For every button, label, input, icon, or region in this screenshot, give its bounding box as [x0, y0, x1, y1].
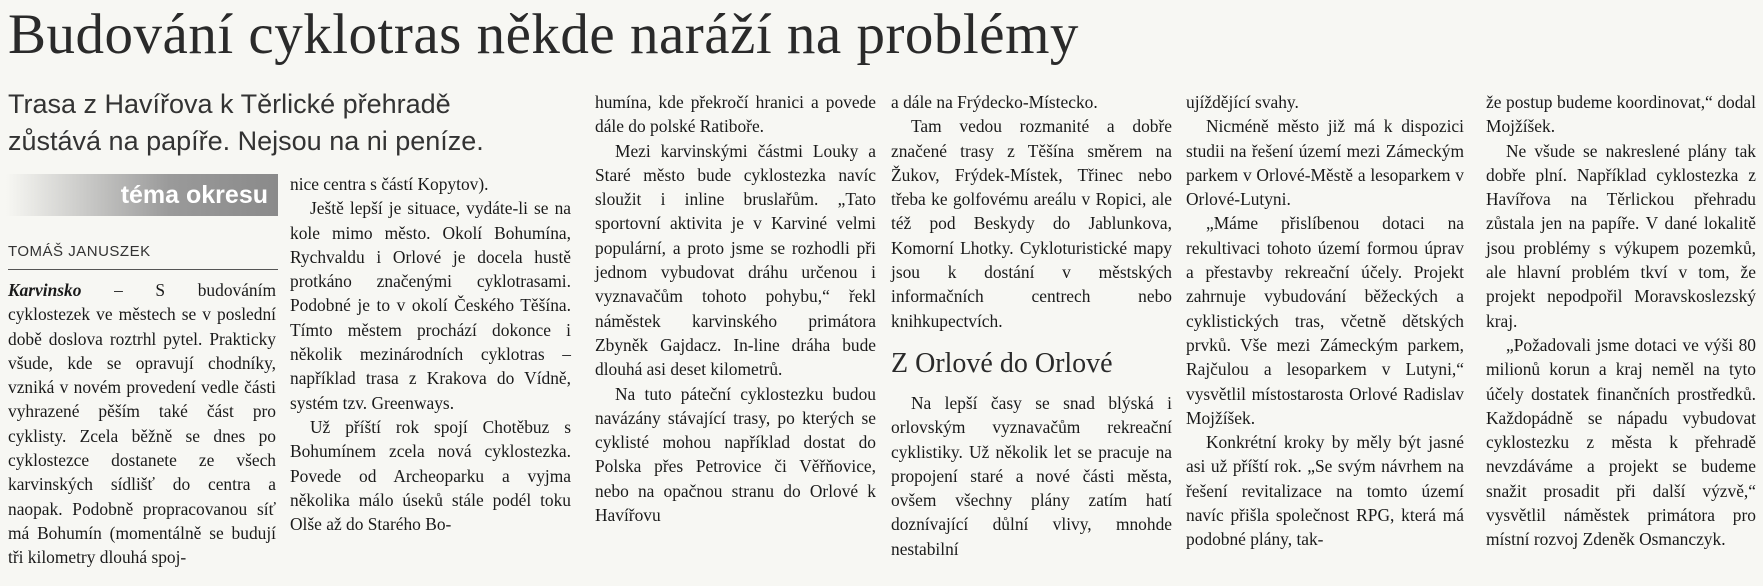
paragraph: Na tuto páteční cyklostezku budou navázány stávající trasy, po kterých se cyklisté mohou například dostat do Polska přes Petrovice či Věřňovice, nebo na opačnou stranu do Orlové k Havířovu: [595, 383, 876, 526]
article-column-5: [1186, 90, 1464, 552]
article-column-6: [1486, 90, 1756, 552]
paragraph: „Máme přislíbenou dotaci na rekultivaci tohoto území formou úprav a přestavby rekreační účely. Projekt zahrnuje vybudování běžeckých a cyklistických tras, včetně dětských prvků. Vše mezi Zámeckým parkem, Rajčulou a lesoparkem v Lutyni,“ vysvětlil místostarosta Orlové Radislav Mojžíšek.: [1186, 213, 1464, 428]
dateline: Karvinsko: [8, 280, 82, 300]
paragraph: že postup budeme koordinovat,“ dodal Mojžíšek.: [1486, 92, 1756, 137]
subheadline: Trasa z Havířova k Těrlické přehradě zůstává na papíře. Nejsou na ni peníze.: [8, 89, 484, 156]
headline: Budování cyklotras někde naráží na problémy: [8, 3, 1079, 66]
paragraph: Mezi karvinskými částmi Louky a Staré město bude cyklostezka navíc sloužit i inline bruslařům. „Tato sportovní aktivita je v Karviné velmi populární, a proto jsme se rozhodli při jednom vybudovat dráhu určenou i vyznavačům tohoto pohybu,“ řekl náměstek karvinského primátora Zbyněk Gajdacz. In-line dráha bude dlouhá asi deset kilometrů.: [595, 140, 876, 380]
article-column-1: [8, 278, 276, 570]
paragraph: Ještě lepší je situace, vydáte-li se na kole mimo město. Okolí Bohumína, Rychvaldu i Orlové je docela hustě protkáno značenými cyklotrasami. Podobné je to v okolí Českého Těšína. Tímto městem prochází dokonce i několik mezinárodních cyklotras – například trasa z Krakova do Vídně, systém tzv. Greenways.: [290, 198, 571, 413]
paragraph-text: – S budováním cyklostezek ve městech se v poslední době doslova roztrhl pytel. Prakticky všude, kde se opravují chodníky, vzniká v novém provedení vedle části vyhrazené pěším také část pro cyklisty. Zcela běžně se dnes po cyklostezce dostanete ze všech karvinských sídlišť do centra a naopak. Podobně propracovanou síť má Bohumín (momentálně se budují tři kilometry dlouhá spoj-: [8, 280, 276, 568]
paragraph: Už příští rok spojí Chotěbuz s Bohumínem zcela nová cyklostezka. Povede od Archeoparku a vyjma několika málo úseků stále podél toku Olše až do Starého Bo-: [290, 416, 571, 535]
byline-divider: [8, 269, 278, 270]
article-column-3: [595, 90, 876, 527]
paragraph: nice centra s částí Kopytov).: [290, 174, 489, 194]
section-badge: téma okresu: [6, 174, 278, 216]
paragraph: Ne všude se nakreslené plány tak dobře plní. Například cyklostezka z Havířova na Těrlickou přehradu zůstala jen na papíře. V dané lokalitě jsou problémy s výkupem pozemků, ale hlavní problém tkví v tom, že projekt nepodpořil Moravskoslezský kraj.: [1486, 140, 1756, 331]
author-byline: TOMÁŠ JANUSZEK: [8, 243, 151, 260]
paragraph: Konkrétní kroky by měly být jasné asi už příští rok. „Se svým návrhem na řešení revitalizace na tomto území navíc přišla společnost RPG, která má podobné plány, tak-: [1186, 432, 1464, 550]
paragraph: „Požadovali jsme dotaci ve výši 80 milionů korun a kraj neměl na tyto účely dostatek finančních prostředků. Každopádně se nápadu vybudovat cyklostezku z města k přehradě nevzdáváme a projekt se budeme snažit prosadit při další výzvě,“ vysvětlil náměstek primátora pro místní rozvoj Zdeněk Osmanczyk.: [1486, 334, 1756, 550]
paragraph: a dále na Frýdecko-Místecko.: [891, 92, 1098, 112]
paragraph: Nicméně město již má k dispozici studii na řešení území mezi Zámeckým parkem v Orlové-Městě a lesoparkem v Orlové-Lutyni.: [1186, 116, 1464, 210]
article-column-2: [290, 172, 571, 536]
paragraph: Tam vedou rozmanité a dobře značené trasy z Těšína směrem na Žukov, Frýdek-Místek, Třinec nebo třeba ke golfovému areálu v Ropici, ale též pod Beskydy do Jablunkova, Komorní Lhotky. Cykloturistické mapy jsou k dostání v městských informačních centrech nebo knihkupectvích.: [891, 116, 1172, 331]
article-column-4: [891, 90, 1172, 561]
paragraph: Na lepší časy se snad blýská i orlovským vyznavačům rekreační cyklistiky. Už několik let se pracuje na propojení staré a nové části města, ovšem všechny plány zatím hatí doznívající důlní vlivy, mnohde nestabilní: [891, 392, 1172, 559]
paragraph: [8, 278, 276, 570]
section-subtitle: Z Orlové do Orlové: [891, 347, 1113, 379]
paragraph: ujíždějící svahy.: [1186, 92, 1299, 112]
paragraph: humína, kde překročí hranici a povede dále do polské Ratiboře.: [595, 92, 876, 137]
